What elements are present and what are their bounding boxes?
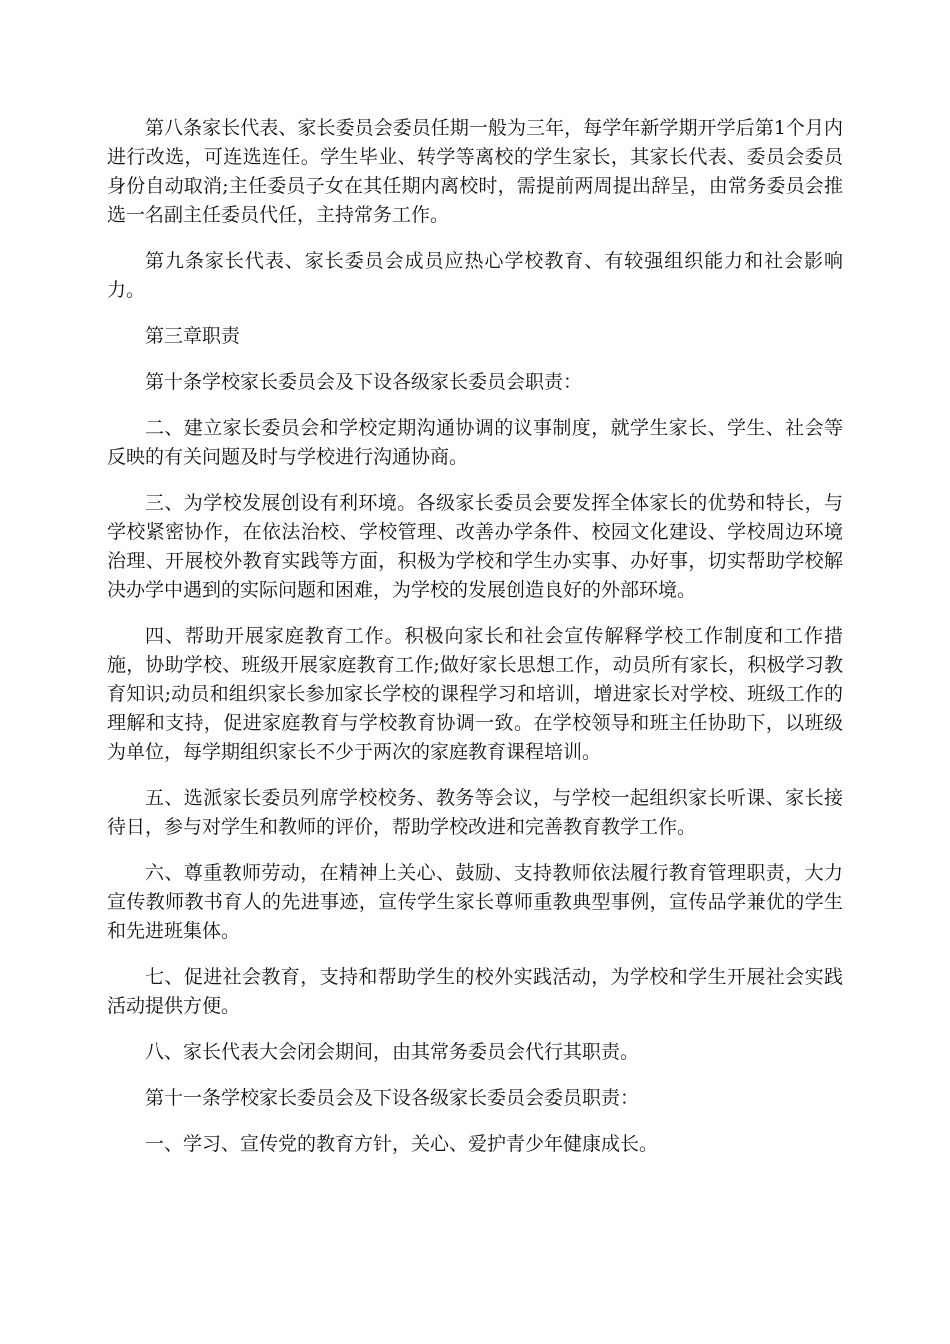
paragraph-article-9: 第九条家长代表、家长委员会成员应热心学校教育、有较强组织能力和社会影响力。: [107, 250, 843, 301]
list-item-2: 二、建立家长委员会和学校定期沟通协调的议事制度，就学生家长、学生、社会等反映的有关问题及时与学校进行沟通协商。: [107, 417, 843, 468]
list-item-3: 三、为学校发展创设有利环境。各级家长委员会要发挥全体家长的优势和特长，与学校紧密协作，在依法治校、学校管理、改善办学条件、校园文化建设、学校周边环境治理、开展校外教育实践等方面，积极为学校和学生办实事、办好事，切实帮助学校解决办学中遇到的实际问题和困难，为学校的发展创造良好的外部环境。: [107, 492, 843, 601]
chapter-heading: 第三章职责: [145, 325, 241, 347]
list-item-5: 五、选派家长委员列席学校校务、教务等会议，与学校一起组织家长听课、家长接待日，参与对学生和教师的评价，帮助学校改进和完善教育教学工作。: [107, 787, 843, 838]
document-page: [107, 114, 843, 1176]
list-item-1: 一、学习、宣传党的教育方针，关心、爱护青少年健康成长。: [145, 1133, 659, 1155]
list-item-6: 六、尊重教师劳动，在精神上关心、鼓励、支持教师依法履行教育管理职责，大力宣传教师教书育人的先进事迹，宣传学生家长尊师重教典型事例，宣传品学兼优的学生和先进班集体。: [107, 862, 843, 942]
list-item-4: 四、帮助开展家庭教育工作。积极向家长和社会宣传解释学校工作制度和工作措施，协助学校、班级开展家庭教育工作;做好家长思想工作，动员所有家长，积极学习教育知识;动员和组织家长参加家长学校的课程学习和培训，增进家长对学校、班级工作的理解和支持，促进家庭教育与学校教育协调一致。在学校领导和班主任协助下，以班级为单位，每学期组织家长不少于两次的家庭教育课程培训。: [107, 625, 843, 763]
list-item-7: 七、促进社会教育，支持和帮助学生的校外实践活动，为学校和学生开展社会实践活动提供方便。: [107, 966, 843, 1017]
paragraph-article-10: 第十条学校家长委员会及下设各级家长委员会职责：: [145, 371, 583, 393]
list-item-8: 八、家长代表大会闭会期间，由其常务委员会代行其职责。: [145, 1041, 640, 1063]
paragraph-article-11: 第十一条学校家长委员会及下设各级家长委员会委员职责：: [145, 1087, 640, 1109]
paragraph-article-8: 第八条家长代表、家长委员会委员任期一般为三年，每学年新学期开学后第1个月内进行改选，可连选连任。学生毕业、转学等离校的学生家长，其家长代表、委员会委员身份自动取消;主任委员子女在其任期内离校时，需提前两周提出辞呈，由常务委员会推选一名副主任委员代任，主持常务工作。: [107, 117, 843, 226]
